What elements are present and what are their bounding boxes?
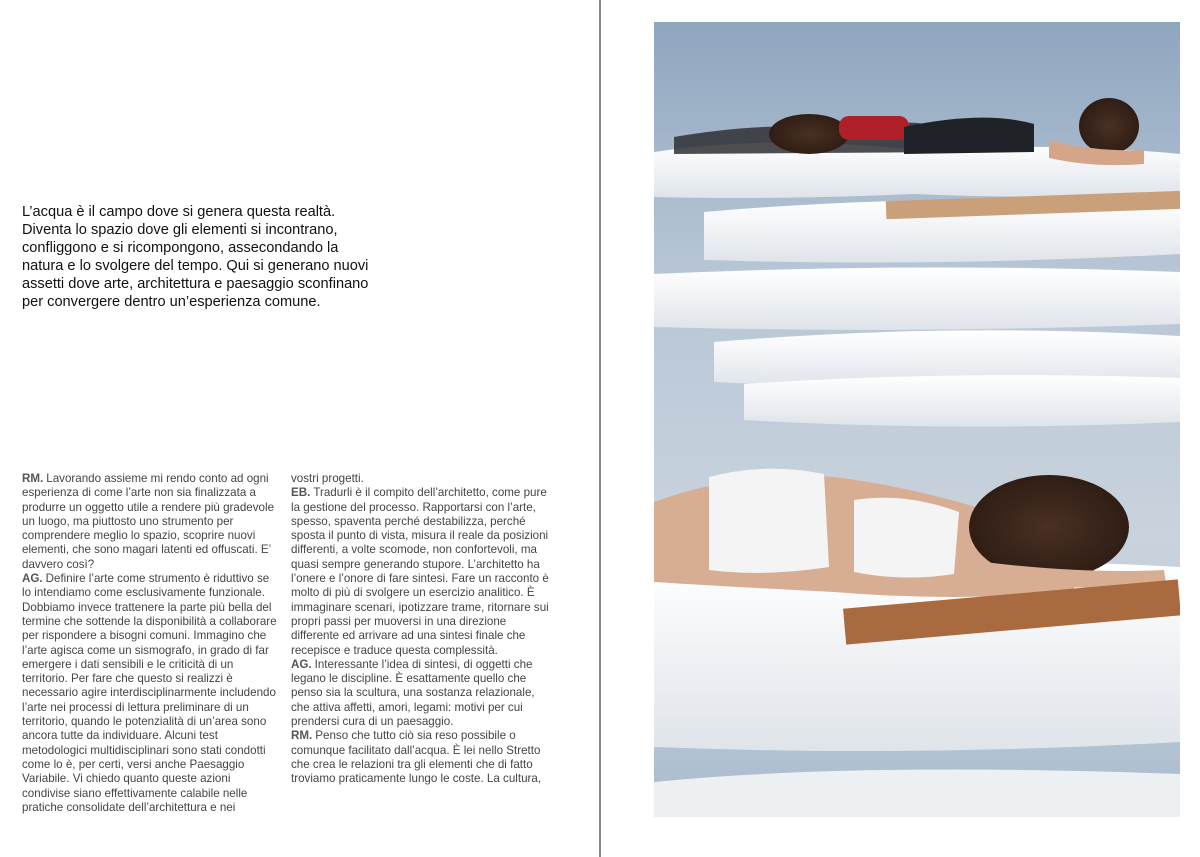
interview-column-left <box>22 472 278 815</box>
interview-paragraph <box>291 472 553 486</box>
interview-paragraph <box>291 486 553 658</box>
pull-quote <box>22 203 372 311</box>
speaker-initials: AG. <box>22 572 43 586</box>
paragraph-text: vostri progetti. <box>291 472 364 485</box>
photo-illustration <box>654 22 1180 817</box>
pull-quote-line: natura e lo svolgere del tempo. Qui si generano nuovi <box>22 258 369 274</box>
paragraph-text: Lavorando assieme mi rendo conto ad ogni esperienza di come l’arte non sia finalizzata a produrre un oggetto utile a rendere più gradevole un luogo, ma piuttosto uno strumento per comprendere meglio lo spazio, scoprire nuovi elementi, che sono magari latenti ed offuscati. E’ davvero così? <box>22 472 275 571</box>
interview-column-right <box>291 472 553 787</box>
floating-mattresses-photo <box>654 22 1180 817</box>
interview-paragraph <box>291 729 553 786</box>
paragraph-text: Penso che tutto ciò sia reso possibile o comunque facilitato dall’acqua. È lei nello Stretto che crea le relazioni tra gli elementi che di fatto troviamo praticamente lungo le coste. La cultura, <box>291 729 542 786</box>
foreground-mattress <box>654 770 1180 818</box>
interview-paragraph <box>22 472 278 572</box>
speaker-initials: RM. <box>291 729 313 743</box>
paragraph-text: Interessante l’idea di sintesi, di oggetti che legano le discipline. È esattamente quello che penso sia la scultura, una sostanza relazionale, che attiva affetti, amori, legami: motivi per cui prendersi cura di un paesaggio. <box>291 657 535 729</box>
paragraph-text: Tradurli è il compito dell’architetto, come pure la gestione del processo. Rapportarsi con l’arte, spesso, spaventa perché destabilizza, perché sposta il punto di vista, misura il reale da posizioni differenti, a volte scomode, non confortevoli, ma quasi sempre generando stupore. L’architetto ha l’onere e l’onore di fare sintesi. Fare un racconto è molto di più di svolgere un esercizio analitico. È immaginare scenari, ipotizzare trame, ritornare sui propri passi per muoversi in una direzione differente ed arrivare ad una sintesi finale che recepisce e traduce questa complessità. <box>291 486 549 657</box>
pull-quote-line: confliggono e si ricompongono, assecondando la <box>22 240 339 256</box>
interview-paragraph <box>22 572 278 815</box>
speaker-initials: AG. <box>291 657 312 671</box>
paragraph-text: Definire l’arte come strumento è riduttivo se lo intendiamo come esclusivamente funzionale. Dobbiamo invece trattenere la parte più bella del termine che sottende la disponibilità a collaborare per rispondere a bisogni comuni. Immagino che l’arte agisca come un sismografo, in grado di far emergere i dati sensibili e le criticità di un territorio. Per fare che questo si realizzi è necessario agire interdisciplinarmente includendo l’arte nei processi di lettura preliminare di un territorio, quando le potenzialità di un’area sono ancora tutte da individuare. Alcuni test metodologici multidisciplinari sono stati condotti come lo è, per certi, versi anche Paesaggio Variabile. Vi chiedo quanto queste azioni condivise siano effettivamente calabile nelle pratiche consolidate dell’architettura e nei <box>22 572 277 814</box>
pull-quote-line: per convergere dentro un’esperienza comune. <box>22 294 321 310</box>
speaker-initials: EB. <box>291 486 311 500</box>
speaker-initials: RM. <box>22 472 44 485</box>
pull-quote-line: L’acqua è il campo dove si genera questa realtà. <box>22 204 336 220</box>
pull-quote-line: assetti dove arte, architettura e paesaggio sconfinano <box>22 276 369 292</box>
page-gutter <box>599 0 601 857</box>
pull-quote-line: Diventa lo spazio dove gli elementi si incontrano, <box>22 222 338 238</box>
front-mattress <box>654 469 1180 751</box>
interview-paragraph <box>291 658 553 729</box>
